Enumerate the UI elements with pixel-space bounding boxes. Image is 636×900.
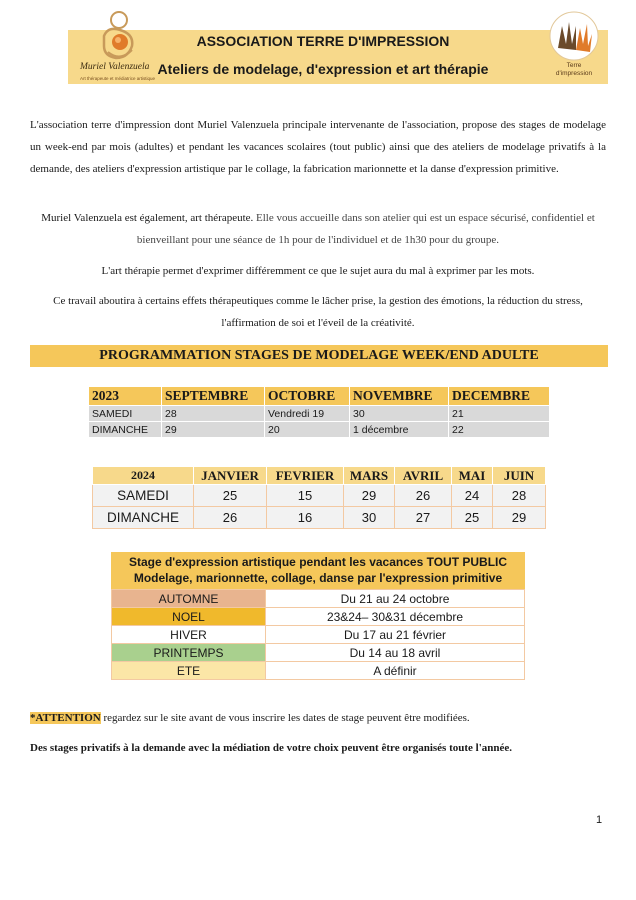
mother-child-logo-icon xyxy=(68,6,178,64)
table-row xyxy=(112,662,525,680)
dates-cell: 23&24– 30&31 décembre xyxy=(266,608,525,626)
table-row xyxy=(112,626,525,644)
intro-paragraph-2 xyxy=(30,207,606,251)
intro-paragraph-2a: Muriel Valenzuela est également, art thérapeute. xyxy=(41,212,254,224)
table-cell: 25 xyxy=(194,485,267,507)
table-header-cell: JANVIER xyxy=(194,467,267,485)
table-cell: 16 xyxy=(267,507,344,529)
stage-vacances-table xyxy=(111,552,525,680)
table-cell: 24 xyxy=(452,485,493,507)
logo-left xyxy=(68,6,178,86)
intro-paragraph-2b: Elle vous accueille dans son atelier qui est un espace sécurisé, confidentiel et bienveillant pour une séance de 1h pour de l'individuel et de 1h30 pour du groupe. xyxy=(136,212,595,246)
logo-right-brand xyxy=(542,62,606,78)
table-header-cell: NOVEMBRE xyxy=(350,387,449,406)
header-title: ASSOCIATION TERRE D'IMPRESSION xyxy=(196,33,450,49)
table-cell: 27 xyxy=(395,507,452,529)
table-row xyxy=(112,590,525,608)
table-cell: 26 xyxy=(395,485,452,507)
table-cell: 30 xyxy=(350,406,449,422)
page-number: 1 xyxy=(596,814,603,826)
table-cell: SAMEDI xyxy=(93,485,194,507)
dates-cell: Du 21 au 24 octobre xyxy=(266,590,525,608)
season-cell: HIVER xyxy=(112,626,266,644)
stage-dates-table xyxy=(111,589,525,680)
logo-left-name: Muriel Valenzuela xyxy=(80,62,150,72)
table-header-cell: FEVRIER xyxy=(267,467,344,485)
schedule-table-2024 xyxy=(92,466,546,529)
logo-right-line1: Terre xyxy=(566,62,582,69)
table-header-cell: SEPTEMBRE xyxy=(162,387,265,406)
table-cell: 26 xyxy=(194,507,267,529)
table-header-cell: OCTOBRE xyxy=(265,387,350,406)
table-header-cell: MAI xyxy=(452,467,493,485)
intro-paragraph-4: Ce travail aboutira à certains effets thérapeutiques comme le lâcher prise, la gestion des émotions, la réduction du stress, l'affirmation de soi et l'éveil de la créativité. xyxy=(53,295,583,329)
dates-cell: A définir xyxy=(266,662,525,680)
table-cell: 15 xyxy=(267,485,344,507)
dates-cell: Du 14 au 18 avril xyxy=(266,644,525,662)
season-cell: PRINTEMPS xyxy=(112,644,266,662)
intro-paragraph-1: L'association terre d'impression dont Muriel Valenzuela principale intervenante de l'association, propose des stages de modelage un week-end par mois (adultes) et pendant les vacances scolaires (tout public) ainsi que des ateliers de modelage privatifs à la demande, des ateliers d'expression artistique par le collage, la fabrication marionnette et la danse d'expression primitive. xyxy=(30,119,606,175)
table-header-row xyxy=(89,387,550,406)
table-cell: 30 xyxy=(344,507,395,529)
season-cell: ETE xyxy=(112,662,266,680)
hands-logo-icon xyxy=(542,8,606,62)
table-cell: 21 xyxy=(449,406,550,422)
table-header-cell: AVRIL xyxy=(395,467,452,485)
programmation-banner: PROGRAMMATION STAGES DE MODELAGE WEEK/END ADULTE xyxy=(30,345,608,367)
attention-note xyxy=(30,710,610,726)
private-stages-note: Des stages privatifs à la demande avec la médiation de votre choix peuvent être organisés toute l'année. xyxy=(30,742,513,754)
table-cell: 29 xyxy=(344,485,395,507)
schedule-table-2023 xyxy=(88,386,550,438)
logo-left-tagline: Art thérapeute et médiatrice artistique xyxy=(80,76,156,81)
table-cell: SAMEDI xyxy=(89,406,162,422)
header-subtitle: Ateliers de modelage, d'expression et art thérapie xyxy=(157,61,489,77)
stage-table-title: Stage d'expression artistique pendant les vacances TOUT PUBLIC Modelage, marionnette, collage, danse par l'expression primitive xyxy=(111,552,525,589)
table-header-cell: 2024 xyxy=(93,467,194,485)
table-cell: 29 xyxy=(493,507,546,529)
table-cell: 28 xyxy=(493,485,546,507)
season-cell: AUTOMNE xyxy=(112,590,266,608)
table-cell: DIMANCHE xyxy=(93,507,194,529)
table-header-cell: 2023 xyxy=(89,387,162,406)
table-cell: 1 décembre xyxy=(350,422,449,438)
table-cell: 29 xyxy=(162,422,265,438)
table-row xyxy=(89,406,550,422)
attention-text: regardez sur le site avant de vous inscrire les dates de stage peuvent être modifiées. xyxy=(100,712,470,724)
table-row xyxy=(89,422,550,438)
table-cell: 20 xyxy=(265,422,350,438)
table-header-row xyxy=(93,467,546,485)
logo-right xyxy=(542,8,606,84)
season-cell: NOEL xyxy=(112,608,266,626)
table-header-cell: JUIN xyxy=(493,467,546,485)
table-row xyxy=(93,507,546,529)
attention-label: *ATTENTION xyxy=(30,712,101,724)
logo-right-line2: d'impression xyxy=(555,70,593,77)
table-row xyxy=(93,485,546,507)
table-cell: 25 xyxy=(452,507,493,529)
table-header-cell: MARS xyxy=(344,467,395,485)
dates-cell: Du 17 au 21 février xyxy=(266,626,525,644)
table-cell: DIMANCHE xyxy=(89,422,162,438)
table-row xyxy=(112,644,525,662)
intro-paragraph-3: L'art thérapie permet d'exprimer différemment ce que le sujet aura du mal à exprimer par les mots. xyxy=(101,265,535,277)
table-row xyxy=(112,608,525,626)
table-header-cell: DECEMBRE xyxy=(449,387,550,406)
table-cell: Vendredi 19 xyxy=(265,406,350,422)
table-cell: 28 xyxy=(162,406,265,422)
table-cell: 22 xyxy=(449,422,550,438)
